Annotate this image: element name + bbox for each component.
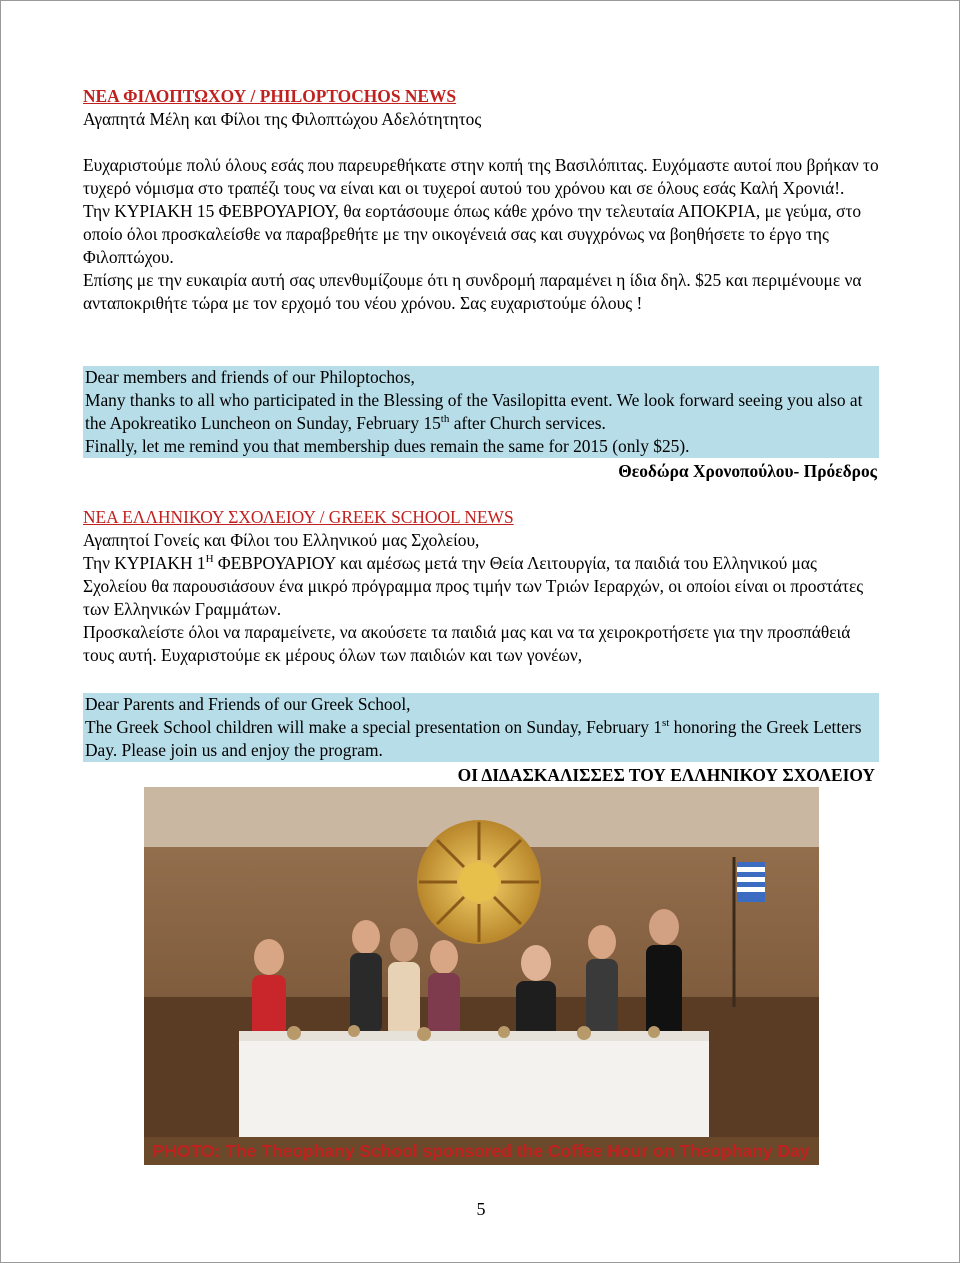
photo-caption: PHOTO: The Theophany School sponsored the Coffee Hour on Theophany Day: [152, 1141, 810, 1161]
ordinal-suffix: th: [440, 413, 450, 426]
group-photo: [144, 787, 819, 1165]
greek-school-en-presentation: The Greek School children will make a special presentation on Sunday, February 1st honoring the Greek Letters Day. Please join us and enjoy the program.: [85, 717, 862, 760]
philoptochos-greeting: Αγαπητά Μέλη και Φίλοι της Φιλοπτώχου Αδελότητητος: [83, 109, 482, 129]
philoptochos-section: [83, 85, 879, 315]
greek-school-en-greeting: Dear Parents and Friends of our Greek School,: [85, 694, 411, 714]
philoptochos-en-dues: Finally, let me remind you that membership dues remain the same for 2015 (only $25).: [85, 436, 690, 456]
philoptochos-en-thanks: Many thanks to all who participated in the Blessing of the Vasilopitta event. We look forward seeing you also at the Apokreatiko Luncheon on Sunday, February 15th after Church services.: [85, 390, 863, 433]
philoptochos-en-greeting: Dear members and friends of our Philoptochos,: [85, 367, 415, 387]
ordinal-suffix: st: [661, 717, 670, 730]
philoptochos-heading: ΝΕΑ ΦΙΛΟΠΤΩΧΟΥ / PHILOPTOCHOS NEWS: [83, 86, 457, 106]
philoptochos-paragraph-2: Την ΚΥΡΙΑΚΗ 15 ΦΕΒΡΟΥΑΡΙΟΥ, θα εορτάσουμε όπως κάθε χρόνο την τελευταία ΑΠΟΚΡΙΑ, με γεύμα, στο οποίο όλοι προσκαλείσθε να παραβρεθήτε με την οικογένειά σας και συγχρόνως να βοηθήσετε το έργο της Φιλοπτώχου.: [83, 201, 862, 267]
greek-school-heading: ΝΕΑ ΕΛΛΗΝΙΚΟΥ ΣΧΟΛΕΙΟΥ / GREEK SCHOOL NEWS: [83, 507, 514, 527]
greek-school-section: [83, 506, 879, 667]
philoptochos-paragraph-1: Ευχαριστούμε πολύ όλους εσάς που παρευρεθήκατε στην κοπή της Βασιλόπιτας. Ευχόμαστε αυτοί που βρήκαν το τυχερό νόμισμα στο τραπέζι τους να είναι και οι τυχεροί αυτού του χρόνου και σε όλους εσάς Καλή Χρονιά!.: [83, 155, 879, 198]
greek-school-paragraph-1: Την ΚΥΡΙΑΚΗ $1^H$ ΦΕΒΡΟΥΑΡΙΟΥ και αμέσως μετά την Θεία Λειτουργία, τα παιδιά του Ελληνικού μας Σχολείου θα παρουσιάσουν ένα μικρό πρόγραμμα προς τιμήν των Τριών Ιεραρχών, οι οποίοι είναι οι προστάτες των Ελληνικών Γραμμάτων.: [83, 553, 864, 619]
philoptochos-english-box: [83, 366, 879, 458]
greek-school-english-box: [83, 693, 879, 762]
philoptochos-paragraph-3: Επίσης με την ευκαιρία αυτή σας υπενθυμίζουμε ότι η συνδρομή παραμένει η ίδια δηλ. $25 και περιμένουμε να ανταποκριθήτε τώρα με τον ερχομό του νέου χρόνου. Σας ευχαριστούμε όλους !: [83, 270, 862, 313]
philoptochos-signature: Θεοδώρα Χρονοπούλου- Πρόεδρος: [618, 461, 877, 481]
page-number: 5: [476, 1199, 486, 1219]
greek-school-paragraph-2: Προσκαλείστε όλοι να παραμείνετε, να ακούσετε τα παιδιά μας και να τα χειροκροτήσετε για την προσπάθειά τους αυτή. Ευχαριστούμε εκ μέρους όλων των παιδιών και των γονέων,: [83, 622, 851, 665]
greek-school-greeting: Αγαπητοί Γονείς και Φίλοι του Ελληνικού μας Σχολείου,: [83, 530, 480, 550]
greek-school-signature: ΟΙ ΔΙΔΑΣΚΑΛΙΣΣΕΣ ΤΟΥ ΕΛΛΗΝΙΚΟΥ ΣΧΟΛΕΙΟΥ: [457, 765, 875, 785]
group-photo-illustration: [144, 787, 819, 1137]
